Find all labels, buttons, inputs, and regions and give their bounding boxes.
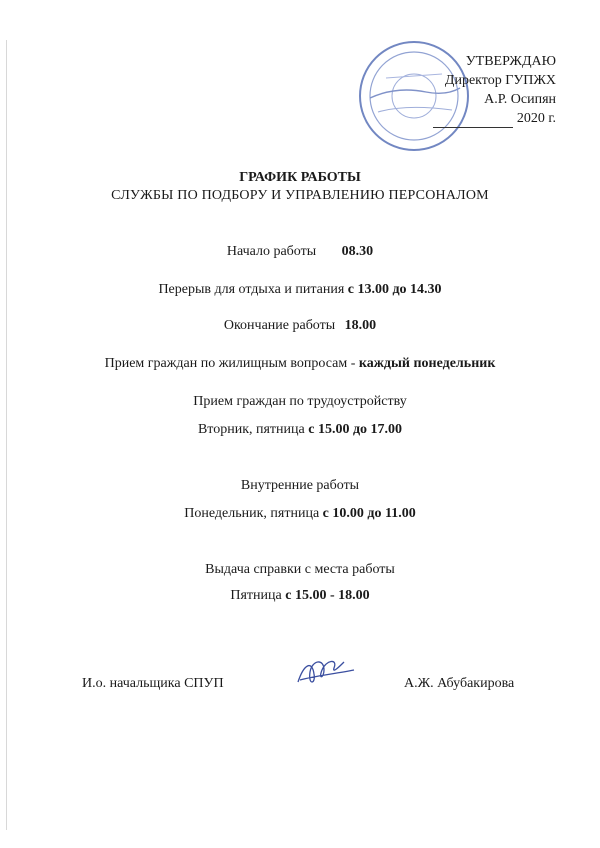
break-row: [0, 282, 600, 298]
signatory-position: И.о. начальщика СПУП: [82, 676, 224, 691]
employment-time-row: [0, 422, 600, 438]
end-time: 18.00: [344, 318, 377, 333]
break-label: Перерыв для отдыха и питания: [158, 282, 345, 297]
start-time: 08.30: [341, 244, 374, 259]
internal-label-row: [0, 478, 600, 494]
approval-block: [433, 52, 556, 128]
start-label: Начало работы: [226, 244, 317, 259]
internal-time: с 10.00 до 11.00: [322, 506, 416, 521]
certificate-time-row: [0, 588, 600, 604]
certificate-time: с 15.00 - 18.00: [285, 588, 370, 603]
employment-days: Вторник, пятница: [197, 422, 305, 437]
housing-row: [0, 356, 600, 372]
internal-time-row: [0, 506, 600, 522]
signatory-name: А.Ж. Абубакирова: [404, 676, 515, 691]
end-row: [0, 318, 600, 334]
approval-year: 2020 г.: [516, 111, 556, 126]
page-subtitle: СЛУЖБЫ ПО ПОДБОРУ И УПРАВЛЕНИЮ ПЕРСОНАЛОМ: [111, 188, 489, 203]
internal-days: Понедельник, пятница: [184, 506, 320, 521]
end-label: Окончание работы: [223, 318, 336, 333]
internal-label: Внутренние работы: [240, 478, 360, 493]
approval-name: А.Р. Осипян: [484, 92, 556, 107]
page-title: ГРАФИК РАБОТЫ: [239, 170, 361, 185]
employment-label-row: [0, 394, 600, 410]
housing-label: Прием граждан по жилищным вопросам -: [104, 356, 356, 371]
certificate-days: Пятница: [230, 588, 282, 603]
start-row: [0, 244, 600, 260]
approval-date: [433, 109, 556, 128]
break-time: с 13.00 до 14.30: [347, 282, 442, 297]
approval-title: УТВЕРЖДАЮ: [465, 54, 556, 69]
date-blank-line: [433, 127, 513, 128]
handwritten-signature-icon: [294, 652, 358, 692]
employment-time: с 15.00 до 17.00: [308, 422, 403, 437]
employment-label: Прием граждан по трудоустройству: [193, 394, 407, 409]
certificate-label: Выдача справки с места работы: [205, 562, 395, 577]
housing-days: каждый понедельник: [358, 356, 496, 371]
certificate-label-row: [0, 562, 600, 578]
approval-position: Директор ГУПЖХ: [444, 73, 556, 88]
